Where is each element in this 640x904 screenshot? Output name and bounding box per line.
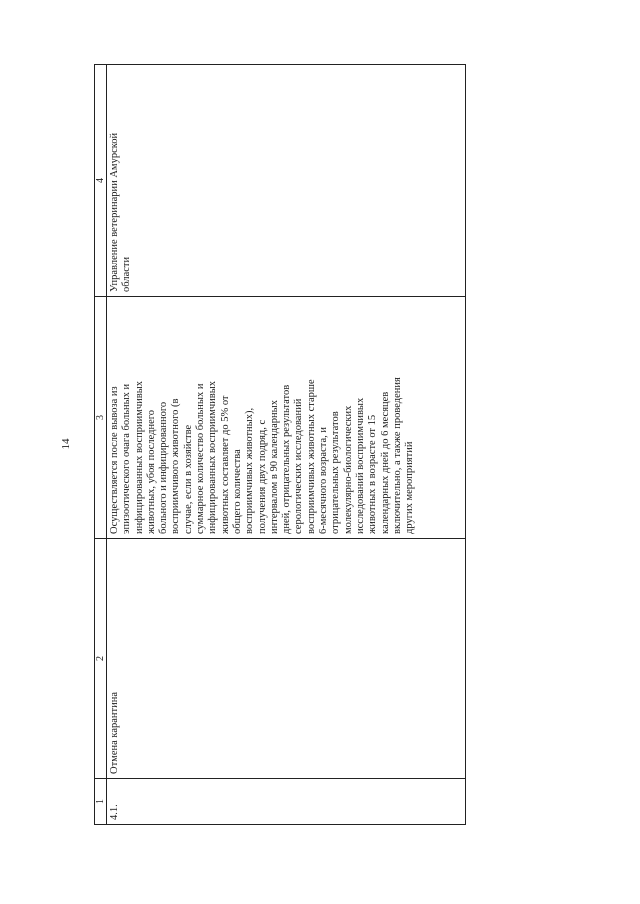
header-col-2: 2 [95, 539, 107, 779]
event-name: Отмена карантина [107, 539, 466, 779]
header-col-3: 3 [95, 297, 107, 539]
measures-table [94, 64, 466, 825]
event-description: Осуществляется после вывоза из эпизоотического очага больных и инфицированных восприимчивых животных, убоя последнего больного и инфицированного восприимчивого животного (в случае, если в хозяйстве суммарное количество больных и инфицированных восприимчивых животных составляет до 5% от общего количества восприимчивых животных), получения двух подряд, с интервалом в 90 календарных дней, отрицательных результатов серологических исследований восприимчивых животных старше 6-месячного возраста, и отрицательных результатов молекулярно-биологических исследований восприимчивых животных в возрасте от 15 календарных дней до 6 месяцев включительно, а также проведения других мероприятий [107, 297, 466, 539]
row-number: 4.1. [107, 779, 466, 825]
responsible-body: Управление ветеринарии Амурской области [107, 65, 466, 297]
page-number: 14 [60, 438, 72, 450]
rotated-table-container [94, 65, 466, 825]
table-header-row [95, 65, 107, 825]
header-col-1: 1 [95, 779, 107, 825]
table-row [107, 65, 466, 825]
header-col-4: 4 [95, 65, 107, 297]
